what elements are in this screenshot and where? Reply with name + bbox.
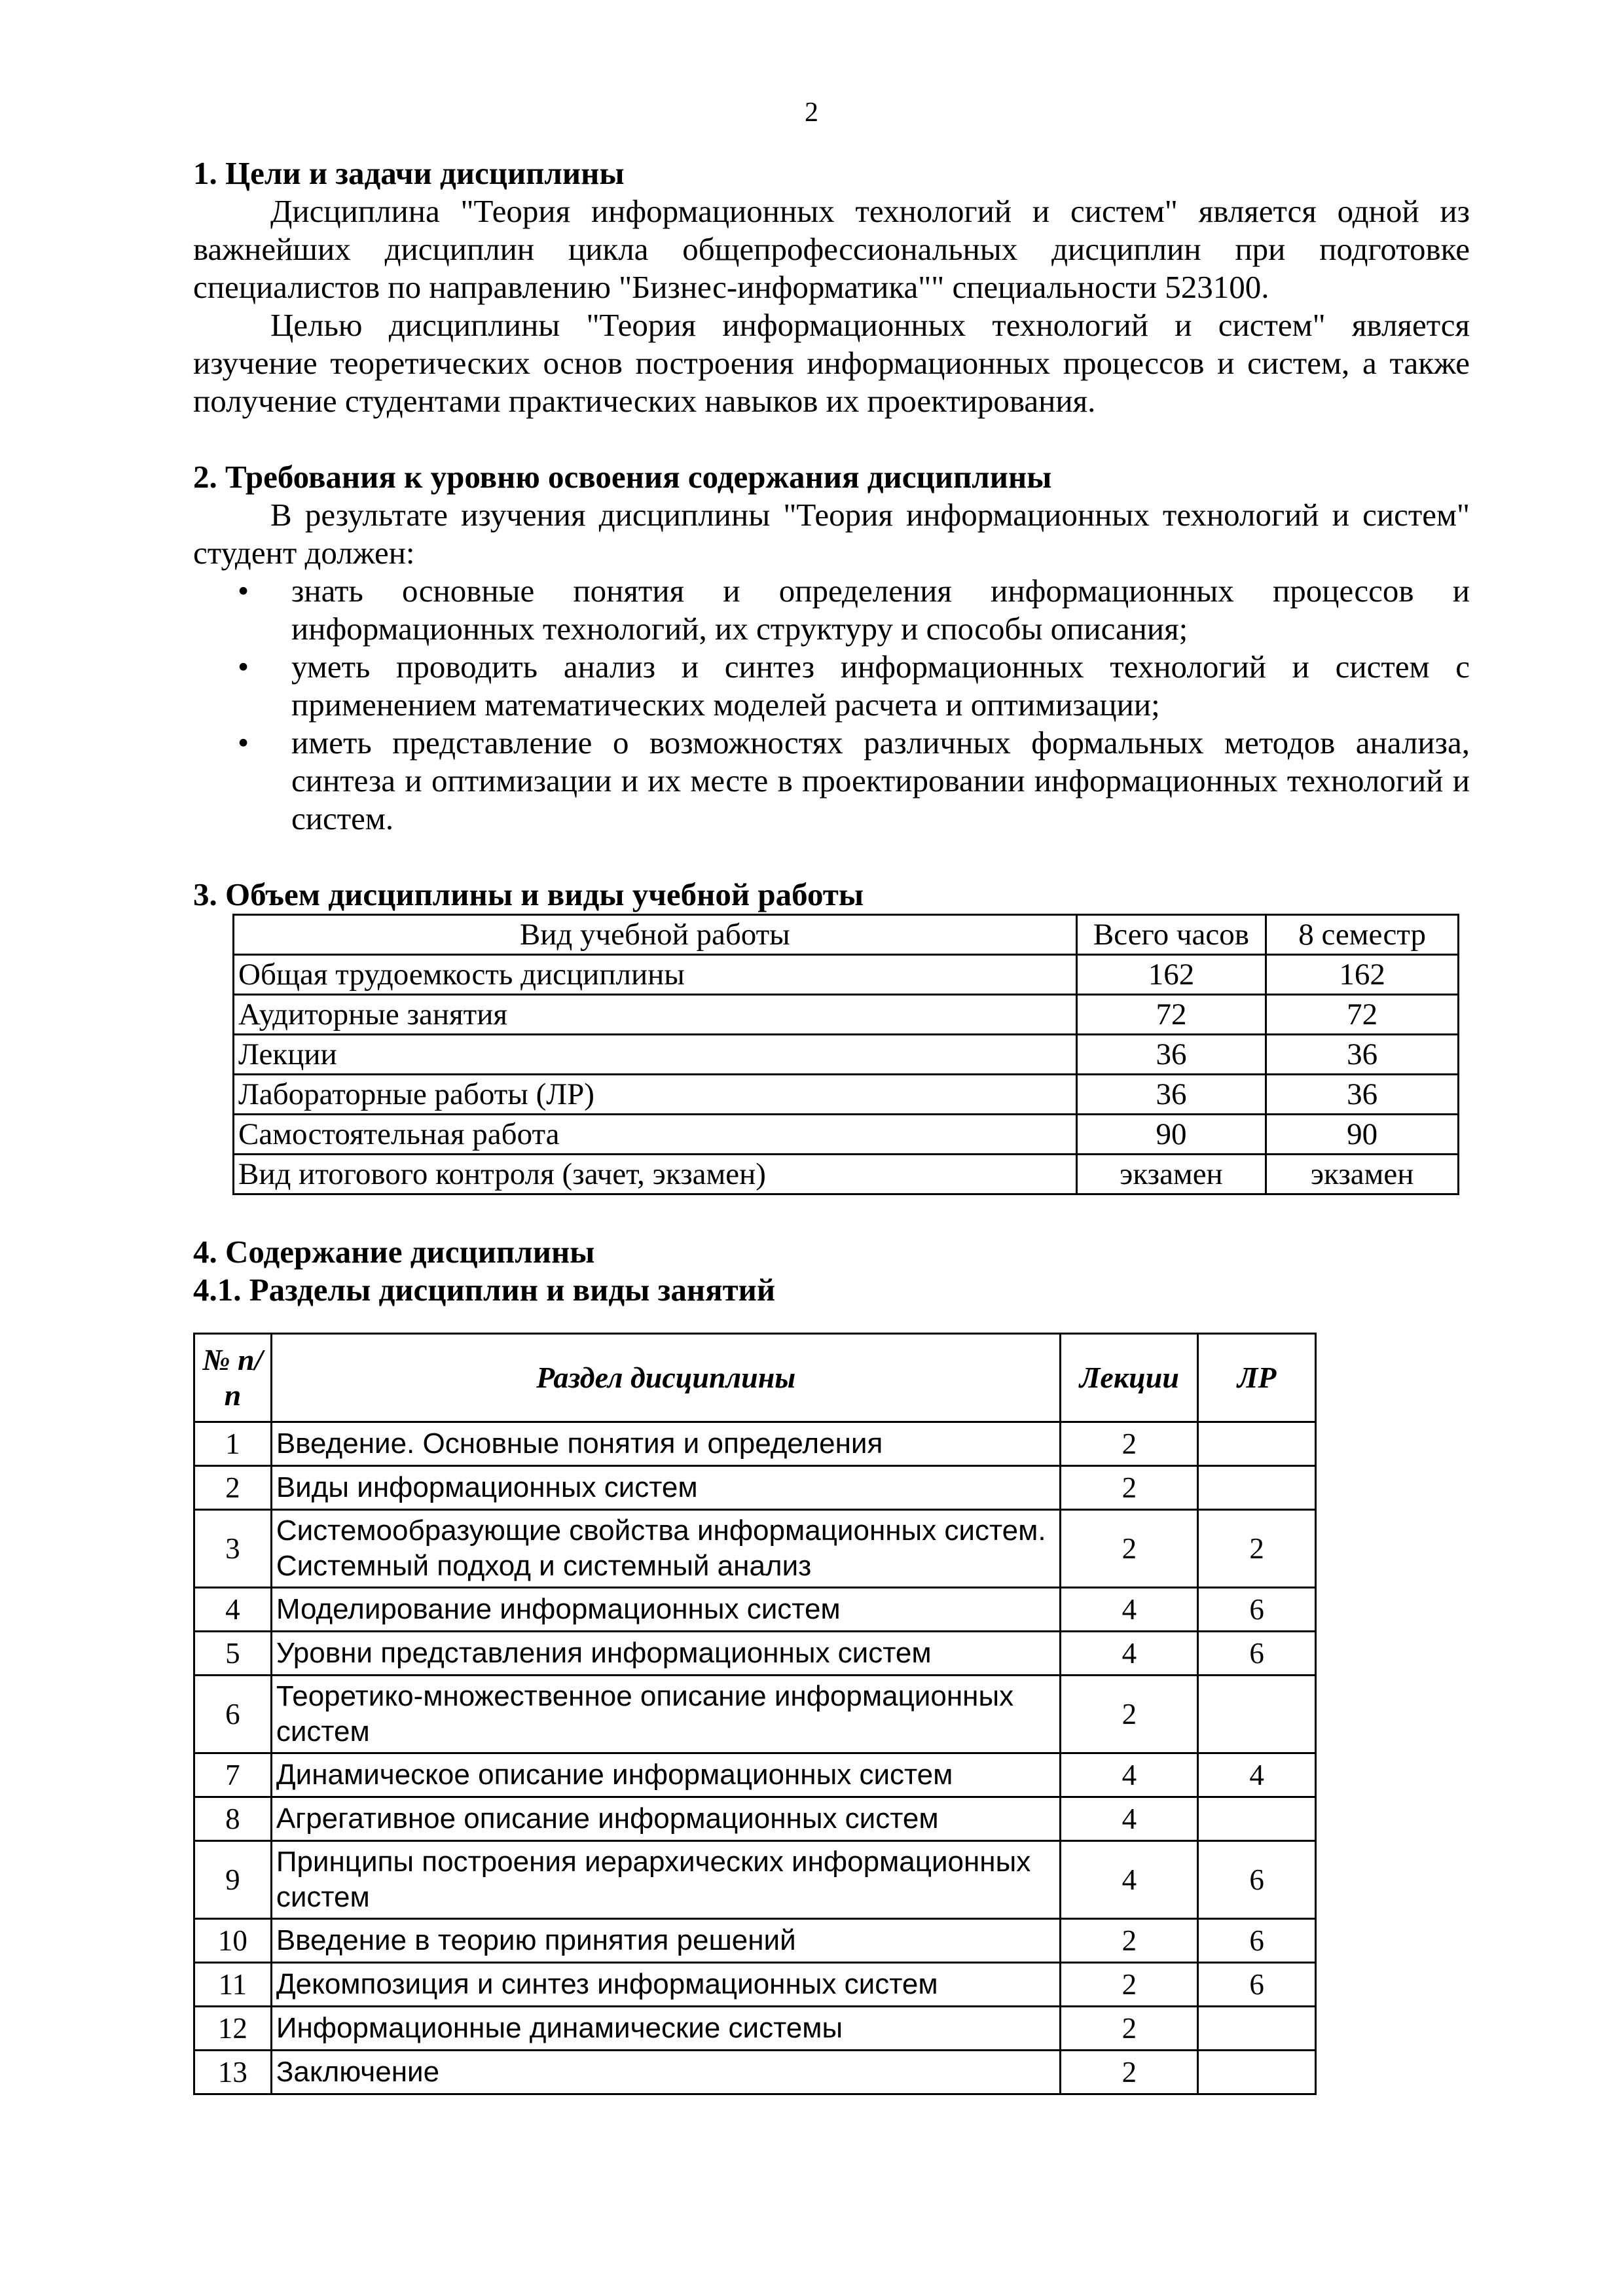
table-cell: Виды информационных систем — [271, 1466, 1061, 1510]
table-row — [194, 1919, 1316, 1963]
table-cell: 6 — [1198, 1841, 1316, 1919]
table-row — [234, 1155, 1459, 1194]
requirements-list — [193, 572, 1470, 838]
bullet-icon: • — [238, 725, 249, 761]
table-cell: 36 — [1266, 1075, 1459, 1115]
table-cell: 10 — [194, 1919, 272, 1963]
table-cell: 72 — [1076, 995, 1266, 1035]
table-row — [234, 995, 1459, 1035]
column-header: Лекции — [1061, 1334, 1198, 1422]
table-row — [234, 1075, 1459, 1115]
table-row — [194, 2051, 1316, 2094]
table-cell: 4 — [1061, 1797, 1198, 1841]
section-1-paragraph: Целью дисциплины "Теория информационных технологий и систем" является изучение теоретических основ построения информационных процессов и систем, а также получение студентами практических навыков их проектирования. — [193, 307, 1470, 419]
table-cell: 6 — [1198, 1919, 1316, 1963]
table-cell: 6 — [1198, 1632, 1316, 1676]
table-cell: 7 — [194, 1753, 272, 1797]
table-row — [194, 1466, 1316, 1510]
table-cell: экзамен — [1076, 1155, 1266, 1194]
table-cell: 8 — [194, 1797, 272, 1841]
table-cell — [1198, 1676, 1316, 1753]
sections-table — [193, 1333, 1317, 2095]
table-cell: Агрегативное описание информационных систем — [271, 1797, 1061, 1841]
table-cell: 4 — [194, 1588, 272, 1632]
table-cell: Уровни представления информационных систем — [271, 1632, 1061, 1676]
table-cell: 2 — [1198, 1510, 1316, 1588]
list-item — [193, 648, 1470, 724]
table-cell: 4 — [1061, 1753, 1198, 1797]
table-cell: 2 — [1061, 2051, 1198, 2094]
table-cell: Самостоятельная работа — [234, 1115, 1077, 1155]
table-cell: 2 — [1061, 1422, 1198, 1466]
table-header-row — [194, 1334, 1316, 1422]
column-header: № п/п — [194, 1334, 272, 1422]
table-row — [234, 1035, 1459, 1075]
table-cell: Лекции — [234, 1035, 1077, 1075]
table-cell: Принципы построения иерархических информационных систем — [271, 1841, 1061, 1919]
workload-table — [232, 914, 1459, 1195]
table-cell: 2 — [1061, 1510, 1198, 1588]
table-row — [194, 1510, 1316, 1588]
table-cell: Введение. Основные понятия и определения — [271, 1422, 1061, 1466]
table-cell: 2 — [1061, 1466, 1198, 1510]
table-row — [194, 1841, 1316, 1919]
column-header: Всего часов — [1076, 915, 1266, 955]
list-item-text: иметь представление о возможностях различных формальных методов анализа, синтеза и оптимизации и их месте в проектировании информационных технологий и систем. — [291, 725, 1470, 836]
table-header-row — [234, 915, 1459, 955]
page-number: 2 — [805, 98, 818, 128]
list-item-text: уметь проводить анализ и синтез информационных технологий и систем с применением математических моделей расчета и оптимизации; — [291, 649, 1470, 723]
table-cell: Системообразующие свойства информационных систем. Системный подход и системный анализ — [271, 1510, 1061, 1588]
table-cell: Вид итогового контроля (зачет, экзамен) — [234, 1155, 1077, 1194]
list-item — [193, 572, 1470, 648]
table-cell: 13 — [194, 2051, 272, 2094]
section-2-heading: 2. Требования к уровню освоения содержания дисциплины — [193, 459, 1052, 495]
table-cell: 1 — [194, 1422, 272, 1466]
table-cell: 2 — [1061, 2007, 1198, 2051]
table-cell: 72 — [1266, 995, 1459, 1035]
table-row — [194, 2007, 1316, 2051]
table-cell: 4 — [1061, 1632, 1198, 1676]
table-cell: 36 — [1076, 1035, 1266, 1075]
column-header: Вид учебной работы — [234, 915, 1077, 955]
table-row — [234, 955, 1459, 995]
table-cell: 11 — [194, 1963, 272, 2007]
table-cell: 90 — [1266, 1115, 1459, 1155]
column-header: ЛР — [1198, 1334, 1316, 1422]
table-cell: Аудиторные занятия — [234, 995, 1077, 1035]
table-cell: Заключение — [271, 2051, 1061, 2094]
table-cell: 90 — [1076, 1115, 1266, 1155]
column-header: 8 семестр — [1266, 915, 1459, 955]
table-cell: 2 — [1061, 1919, 1198, 1963]
section-1-paragraph: Дисциплина "Теория информационных технологий и систем" является одной из важнейших дисциплин цикла общепрофессиональных дисциплин при подготовке специалистов по направлению "Бизнес-информатика"" специальности 523100. — [193, 193, 1470, 305]
table-cell: 2 — [1061, 1676, 1198, 1753]
table-cell: 36 — [1266, 1035, 1459, 1075]
table-cell: 4 — [1061, 1841, 1198, 1919]
table-cell: 4 — [1198, 1753, 1316, 1797]
table-cell: Декомпозиция и синтез информационных систем — [271, 1963, 1061, 2007]
table-cell: Лабораторные работы (ЛР) — [234, 1075, 1077, 1115]
table-cell: Общая трудоемкость дисциплины — [234, 955, 1077, 995]
section-4-1-heading: 4.1. Разделы дисциплин и виды занятий — [193, 1272, 776, 1308]
list-item — [193, 724, 1470, 838]
table-cell — [1198, 1797, 1316, 1841]
bullet-icon: • — [238, 649, 249, 685]
table-cell: 4 — [1061, 1588, 1198, 1632]
table-cell — [1198, 1466, 1316, 1510]
document-body — [193, 154, 1470, 2095]
table-cell: 9 — [194, 1841, 272, 1919]
table-cell: 2 — [1061, 1963, 1198, 2007]
section-1-heading: 1. Цели и задачи дисциплины — [193, 155, 625, 191]
table-cell: Введение в теорию принятия решений — [271, 1919, 1061, 1963]
column-header: Раздел дисциплины — [271, 1334, 1061, 1422]
table-cell: 162 — [1266, 955, 1459, 995]
table-cell — [1198, 1422, 1316, 1466]
table-cell: 6 — [1198, 1963, 1316, 2007]
section-2-intro: В результате изучения дисциплины "Теория информационных технологий и систем" студент должен: — [193, 497, 1470, 571]
table-cell: 6 — [1198, 1588, 1316, 1632]
table-row — [194, 1797, 1316, 1841]
table-row — [194, 1422, 1316, 1466]
section-4-heading: 4. Содержание дисциплины — [193, 1234, 595, 1270]
table-cell: 6 — [194, 1676, 272, 1753]
table-cell — [1198, 2007, 1316, 2051]
section-3-heading: 3. Объем дисциплины и виды учебной работы — [193, 876, 864, 912]
table-cell: 162 — [1076, 955, 1266, 995]
table-cell: 12 — [194, 2007, 272, 2051]
table-row — [194, 1676, 1316, 1753]
table-cell: Моделирование информационных систем — [271, 1588, 1061, 1632]
table-cell: 2 — [194, 1466, 272, 1510]
table-cell: 36 — [1076, 1075, 1266, 1115]
table-cell: 5 — [194, 1632, 272, 1676]
list-item-text: знать основные понятия и определения информационных процессов и информационных технологий, их структуру и способы описания; — [291, 573, 1470, 647]
bullet-icon: • — [238, 573, 249, 609]
table-row — [194, 1588, 1316, 1632]
table-cell — [1198, 2051, 1316, 2094]
table-cell: Информационные динамические системы — [271, 2007, 1061, 2051]
table-cell: 3 — [194, 1510, 272, 1588]
table-cell: экзамен — [1266, 1155, 1459, 1194]
table-cell: Теоретико-множественное описание информационных систем — [271, 1676, 1061, 1753]
table-row — [194, 1963, 1316, 2007]
table-row — [194, 1632, 1316, 1676]
table-cell: Динамическое описание информационных систем — [271, 1753, 1061, 1797]
table-row — [194, 1753, 1316, 1797]
table-row — [234, 1115, 1459, 1155]
